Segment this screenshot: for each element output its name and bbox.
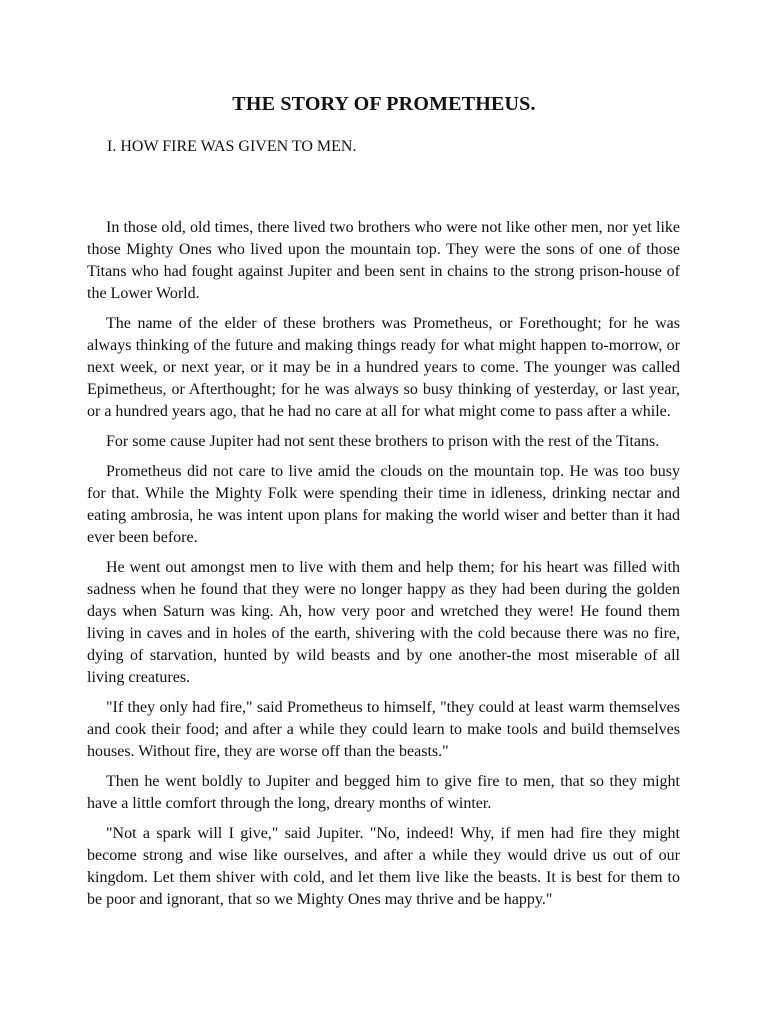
section-heading: I. HOW FIRE WAS GIVEN TO MEN. (107, 138, 357, 155)
page-title: THE STORY OF PROMETHEUS. (232, 93, 536, 115)
paragraph: "Not a spark will I give," said Jupiter. "No, indeed! Why, if men had fire they might become strong and wise like ourselves, and after a while they would drive us out of our kingdom. Let them shiver with cold, and let them live like the beasts. It is best for them to be poor and ignorant, that so we Mighty Ones may thrive and be happy." (87, 825, 680, 908)
body-text (87, 217, 680, 919)
paragraph: He went out amongst men to live with them and help them; for his heart was filled with sadness when he found that they were no longer happy as they had been during the golden days when Saturn was king. Ah, how very poor and wretched they were! He found them living in caves and in holes of the earth, shivering with the cold because there was no fire, dying of starvation, hunted by wild beasts and by one another-the most miserable of all living creatures. (87, 559, 680, 686)
paragraph: Then he went boldly to Jupiter and begged him to give fire to men, that so they might have a little comfort through the long, dreary months of winter. (87, 773, 680, 812)
paragraph: Prometheus did not care to live amid the clouds on the mountain top. He was too busy for that. While the Mighty Folk were spending their time in idleness, drinking nectar and eating ambrosia, he was intent upon plans for making the world wiser and better than it had ever been before. (87, 463, 680, 546)
paragraph: For some cause Jupiter had not sent these brothers to prison with the rest of the Titans. (106, 433, 660, 450)
paragraph: In those old, old times, there lived two brothers who were not like other men, nor yet like those Mighty Ones who lived upon the mountain top. They were the sons of one of those Titans who had fought against Jupiter and been sent in chains to the strong prison-house of the Lower World. (87, 219, 680, 302)
paragraph: "If they only had fire," said Prometheus to himself, "they could at least warm themselves and cook their food; and after a while they could learn to make tools and build themselves houses. Without fire, they are worse off than the beasts." (87, 699, 680, 760)
paragraph: The name of the elder of these brothers was Prometheus, or Forethought; for he was always thinking of the future and making things ready for what might happen to-morrow, or next week, or next year, or it may be in a hundred years to come. The younger was called Epimetheus, or Afterthought; for he was always so busy thinking of yesterday, or last year, or a hundred years ago, that he had no care at all for what might come to pass after a while. (87, 315, 680, 420)
